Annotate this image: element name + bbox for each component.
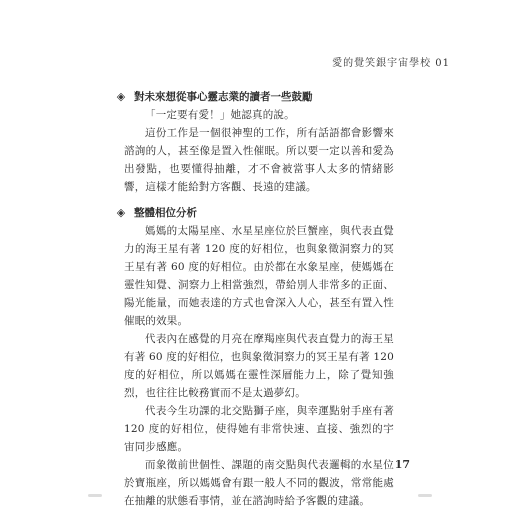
page-number: 17 — [394, 458, 410, 471]
paragraph: 代表今生功課的北交點獅子座，與幸運點射手座有著 120 度的好相位，使得她有非常快速、直接、強烈的宇宙同步感應。 — [124, 405, 394, 453]
diamond-bullet-icon: ◈ — [116, 206, 126, 219]
page-body — [116, 88, 394, 510]
page-edge-mark — [418, 494, 432, 497]
section-heading-encouragement — [116, 88, 394, 106]
running-header: 愛的覺笑銀宇宙學校 01 — [332, 58, 450, 69]
paragraph: 而象徵前世個性、課題的南交點與代表邏輯的水星位於寶瓶座，所以媽媽會有跟一般人不同的觀波，常常能處在抽離的狀態看事情，並在諮詢時給予客觀的建議。 — [124, 459, 394, 507]
section-heading-analysis — [116, 204, 394, 222]
paragraph: 「一定要有愛！」她認真的說。 — [145, 109, 295, 121]
paragraph: 這份工作是一個很神聖的工作，所有話語都會影響來諮詢的人，甚至像是置入性催眠。所以要一定以善和愛為出發點，也要懂得抽離，才不會被當事人太多的情緒影響，這樣才能給對方客觀、長遠的建議。 — [124, 127, 394, 193]
paragraph: 代表內在感覺的月亮在摩羯座與代表直覺力的海王星有著 60 度的好相位，也與象徵洞察力的冥王星有著 120 度的好相位，所以媽媽在靈性深層能力上，除了覺知強烈，也往往比較務實而不是太過夢幻。 — [124, 333, 394, 399]
section-heading-text: 對未來想從事心靈志業的讀者一些鼓勵 — [134, 91, 313, 103]
diamond-bullet-icon: ◈ — [116, 90, 126, 103]
page-edge-mark — [88, 494, 102, 497]
section-heading-text: 整體相位分析 — [134, 207, 197, 219]
paragraph: 媽媽的太陽星座、水星星座位於巨蟹座，與代表直覺力的海王星有著 120 度的好相位，也與象徵洞察力的冥王星有著 60 度的好相位。由於都在水象星座，使媽媽在靈性知覺、洞察力上相當強烈，帶給別人非常多的正面、陽光能量，而她表達的方式也會深入人心，甚至有置入性催眠的效果。 — [124, 225, 394, 327]
